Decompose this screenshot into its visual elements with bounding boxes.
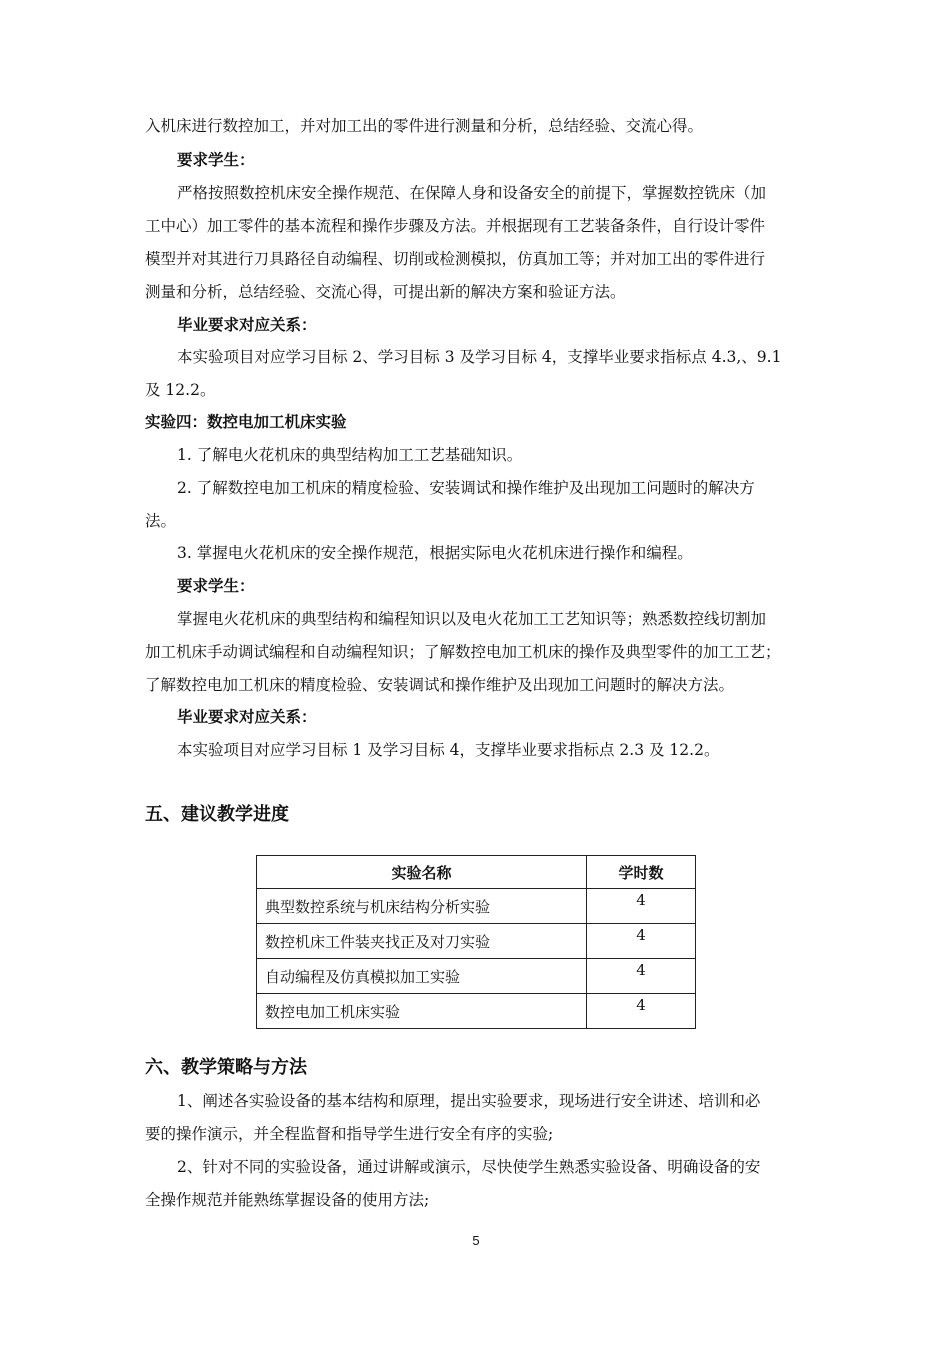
paragraph-line: 严格按照数控机床安全操作规范、在保障人身和设备安全的前提下，掌握数控铣床（加	[177, 184, 767, 202]
page-number: 5	[472, 1233, 480, 1248]
paragraph-line: 了解数控电加工机床的精度检验、安装调试和操作维护及出现加工问题时的解决方法。	[145, 676, 735, 694]
hours-cell: 4	[587, 924, 696, 959]
paragraph-line: 掌握电火花机床的典型结构和编程知识以及电火花加工工艺知识等；熟悉数控线切割加	[177, 610, 767, 628]
paragraph-line: 法。	[145, 512, 177, 530]
experiment-name-cell: 典型数控系统与机床结构分析实验	[257, 889, 587, 924]
column-header-hours: 学时数	[587, 856, 696, 889]
experiment-name-cell: 数控机床工件装夹找正及对刀实验	[257, 924, 587, 959]
list-item: 3. 掌握电火花机床的安全操作规范，根据实际电火花机床进行操作和编程。	[177, 544, 693, 562]
paragraph-line: 本实验项目对应学习目标 2、学习目标 3 及学习目标 4，支撑毕业要求指标点 4.3,、9.1	[177, 348, 782, 366]
subheading-graduation-mapping: 毕业要求对应关系：	[177, 708, 317, 726]
subheading-graduation-mapping: 毕业要求对应关系：	[177, 316, 317, 334]
subheading-requirements: 要求学生：	[177, 577, 255, 595]
paragraph-line: 要的操作演示，并全程监督和指导学生进行安全有序的实验;	[145, 1125, 554, 1143]
experiment-name-cell: 数控电加工机床实验	[257, 994, 587, 1029]
experiment-four-heading: 实验四：数控电加工机床实验	[145, 413, 347, 431]
hours-cell: 4	[587, 889, 696, 924]
table-row	[257, 959, 696, 994]
table-row	[257, 889, 696, 924]
hours-cell: 4	[587, 959, 696, 994]
paragraph-line: 本实验项目对应学习目标 1 及学习目标 4，支撑毕业要求指标点 2.3 及 12.2。	[177, 741, 720, 759]
list-item: 2. 了解数控电加工机床的精度检验、安装调试和操作维护及出现加工问题时的解决方	[177, 479, 755, 497]
column-header-experiment-name: 实验名称	[257, 856, 587, 889]
paragraph-line: 工中心）加工零件的基本流程和操作步骤及方法。并根据现有工艺装备条件，自行设计零件	[145, 217, 766, 235]
paragraph-line: 模型并对其进行刀具路径自动编程、切削或检测模拟，仿真加工等；并对加工出的零件进行	[145, 250, 766, 268]
table-header-row	[257, 856, 696, 889]
paragraph-line: 及 12.2。	[145, 381, 216, 399]
schedule-table	[256, 855, 696, 1029]
paragraph-line: 测量和分析，总结经验、交流心得，可提出新的解决方案和验证方法。	[145, 283, 626, 301]
paragraph-line: 加工机床手动调试编程和自动编程知识；了解数控电加工机床的操作及典型零件的加工工艺；	[145, 643, 781, 661]
experiment-name-cell: 自动编程及仿真模拟加工实验	[257, 959, 587, 994]
paragraph-line: 入机床进行数控加工，并对加工出的零件进行测量和分析，总结经验、交流心得。	[145, 117, 704, 135]
section-five-heading: 五、建议教学进度	[145, 804, 289, 825]
paragraph-line: 全操作规范并能熟练掌握设备的使用方法;	[145, 1191, 430, 1209]
paragraph-line: 1、阐述各实验设备的基本结构和原理，提出实验要求，现场进行安全讲述、培训和必	[177, 1092, 761, 1110]
table-row	[257, 994, 696, 1029]
paragraph-line: 2、针对不同的实验设备，通过讲解或演示，尽快使学生熟悉实验设备、明确设备的安	[177, 1158, 761, 1176]
section-six-heading: 六、教学策略与方法	[145, 1057, 307, 1078]
hours-cell: 4	[587, 994, 696, 1029]
subheading-requirements: 要求学生：	[177, 151, 255, 169]
table-row	[257, 924, 696, 959]
list-item: 1. 了解电火花机床的典型结构加工工艺基础知识。	[177, 446, 523, 464]
